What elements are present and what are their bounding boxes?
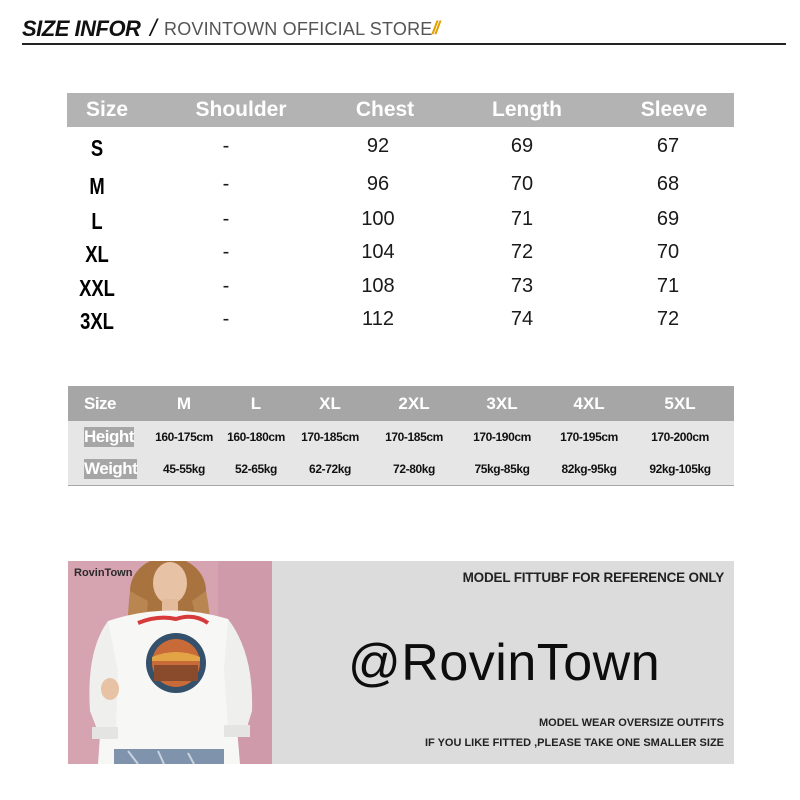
- fit-cell: XL: [319, 394, 341, 413]
- fit-cell: 75kg-85kg: [474, 462, 530, 476]
- cell-shoulder: -: [222, 308, 230, 330]
- cell-shoulder: -: [222, 135, 230, 157]
- fit-cell: 5XL: [664, 394, 696, 413]
- cell-length: 73: [510, 275, 534, 297]
- sizing-advice-note: IF YOU LIKE FITTED ,PLEASE TAKE ONE SMALLER SIZE: [424, 737, 724, 749]
- page-header: [22, 14, 786, 46]
- cell-size: M: [89, 173, 105, 199]
- fit-cell: 160-175cm: [155, 430, 213, 444]
- fit-size-row: [68, 388, 734, 420]
- fit-cell: 52-65kg: [235, 462, 277, 476]
- cell-shoulder: -: [222, 241, 230, 263]
- cell-shoulder: -: [222, 173, 230, 195]
- fit-cell: 170-195cm: [560, 430, 618, 444]
- header-mark: //: [432, 18, 439, 38]
- cell-length: 71: [510, 208, 534, 230]
- size-table-row: [67, 167, 734, 202]
- store-name: ROVINTOWN OFFICIAL STORE: [164, 19, 433, 39]
- header-size: Size: [85, 98, 129, 121]
- cell-size: L: [91, 208, 103, 234]
- fit-cell: 72-80kg: [393, 462, 435, 476]
- fit-cell: M: [176, 394, 192, 413]
- fit-cell: 92kg-105kg: [649, 462, 711, 476]
- cell-size: S: [90, 135, 104, 161]
- cell-length: 69: [510, 135, 534, 157]
- fit-cell: 160-180cm: [227, 430, 285, 444]
- model-illustration: [68, 561, 272, 764]
- fit-cell: 2XL: [398, 394, 430, 413]
- size-table-row: [67, 235, 734, 270]
- fit-reference-note: MODEL FITTUBF FOR REFERENCE ONLY: [462, 570, 724, 585]
- cell-size: XXL: [79, 275, 115, 301]
- size-table-row: [67, 129, 734, 164]
- cell-shoulder: -: [222, 208, 230, 230]
- cell-chest: 104: [361, 241, 395, 263]
- cell-chest: 108: [361, 275, 395, 297]
- model-banner: [68, 561, 734, 764]
- fit-cell: 82kg-95kg: [561, 462, 617, 476]
- cell-length: 70: [510, 173, 534, 195]
- size-measurement-table: [67, 93, 734, 334]
- header-divider: [22, 43, 786, 45]
- fit-cell: 170-200cm: [651, 430, 709, 444]
- size-table-header: [67, 93, 734, 127]
- fit-row-label: Weight: [84, 459, 138, 478]
- fit-cell: 3XL: [486, 394, 518, 413]
- title-separator: /: [150, 15, 157, 42]
- cell-sleeve: 72: [656, 308, 680, 330]
- cell-chest: 96: [366, 173, 390, 195]
- fit-row-label: Size: [84, 394, 117, 413]
- fit-cell: 170-190cm: [473, 430, 531, 444]
- fit-cell: L: [250, 394, 262, 413]
- fit-weight-row: [68, 453, 734, 485]
- cell-size: XL: [85, 241, 109, 267]
- store-handle: @RovinTown: [348, 634, 661, 692]
- cell-chest: 112: [362, 308, 394, 330]
- fit-reference-table: [68, 386, 734, 486]
- model-photo: [68, 561, 272, 764]
- cell-size: 3XL: [80, 308, 114, 334]
- size-table-row: [67, 302, 734, 337]
- photo-brand-label: RovinTown: [74, 567, 133, 579]
- fit-cell: 170-185cm: [301, 430, 359, 444]
- header-sleeve: Sleeve: [640, 98, 708, 121]
- cell-sleeve: 69: [656, 208, 680, 230]
- page-title: SIZE INFOR: [22, 16, 141, 41]
- fit-cell: 170-185cm: [385, 430, 443, 444]
- oversize-note: MODEL WEAR OVERSIZE OUTFITS: [539, 717, 724, 729]
- cell-chest: 92: [366, 135, 390, 157]
- header-length: Length: [492, 98, 562, 121]
- header-chest: Chest: [355, 98, 415, 121]
- cell-sleeve: 70: [656, 241, 680, 263]
- cell-sleeve: 71: [656, 275, 680, 297]
- cell-sleeve: 68: [656, 173, 680, 195]
- size-table-row: [67, 202, 734, 237]
- cell-shoulder: -: [222, 275, 230, 297]
- size-table-row: [67, 269, 734, 304]
- fit-cell: 45-55kg: [163, 462, 205, 476]
- cell-length: 74: [510, 308, 534, 330]
- fit-cell: 4XL: [573, 394, 605, 413]
- header-shoulder: Shoulder: [195, 98, 287, 121]
- fit-cell: 62-72kg: [309, 462, 351, 476]
- cell-length: 72: [510, 241, 534, 263]
- fit-row-label: Height: [84, 427, 134, 446]
- cell-chest: 100: [361, 208, 395, 230]
- cell-sleeve: 67: [656, 135, 680, 157]
- fit-height-row: [68, 421, 734, 453]
